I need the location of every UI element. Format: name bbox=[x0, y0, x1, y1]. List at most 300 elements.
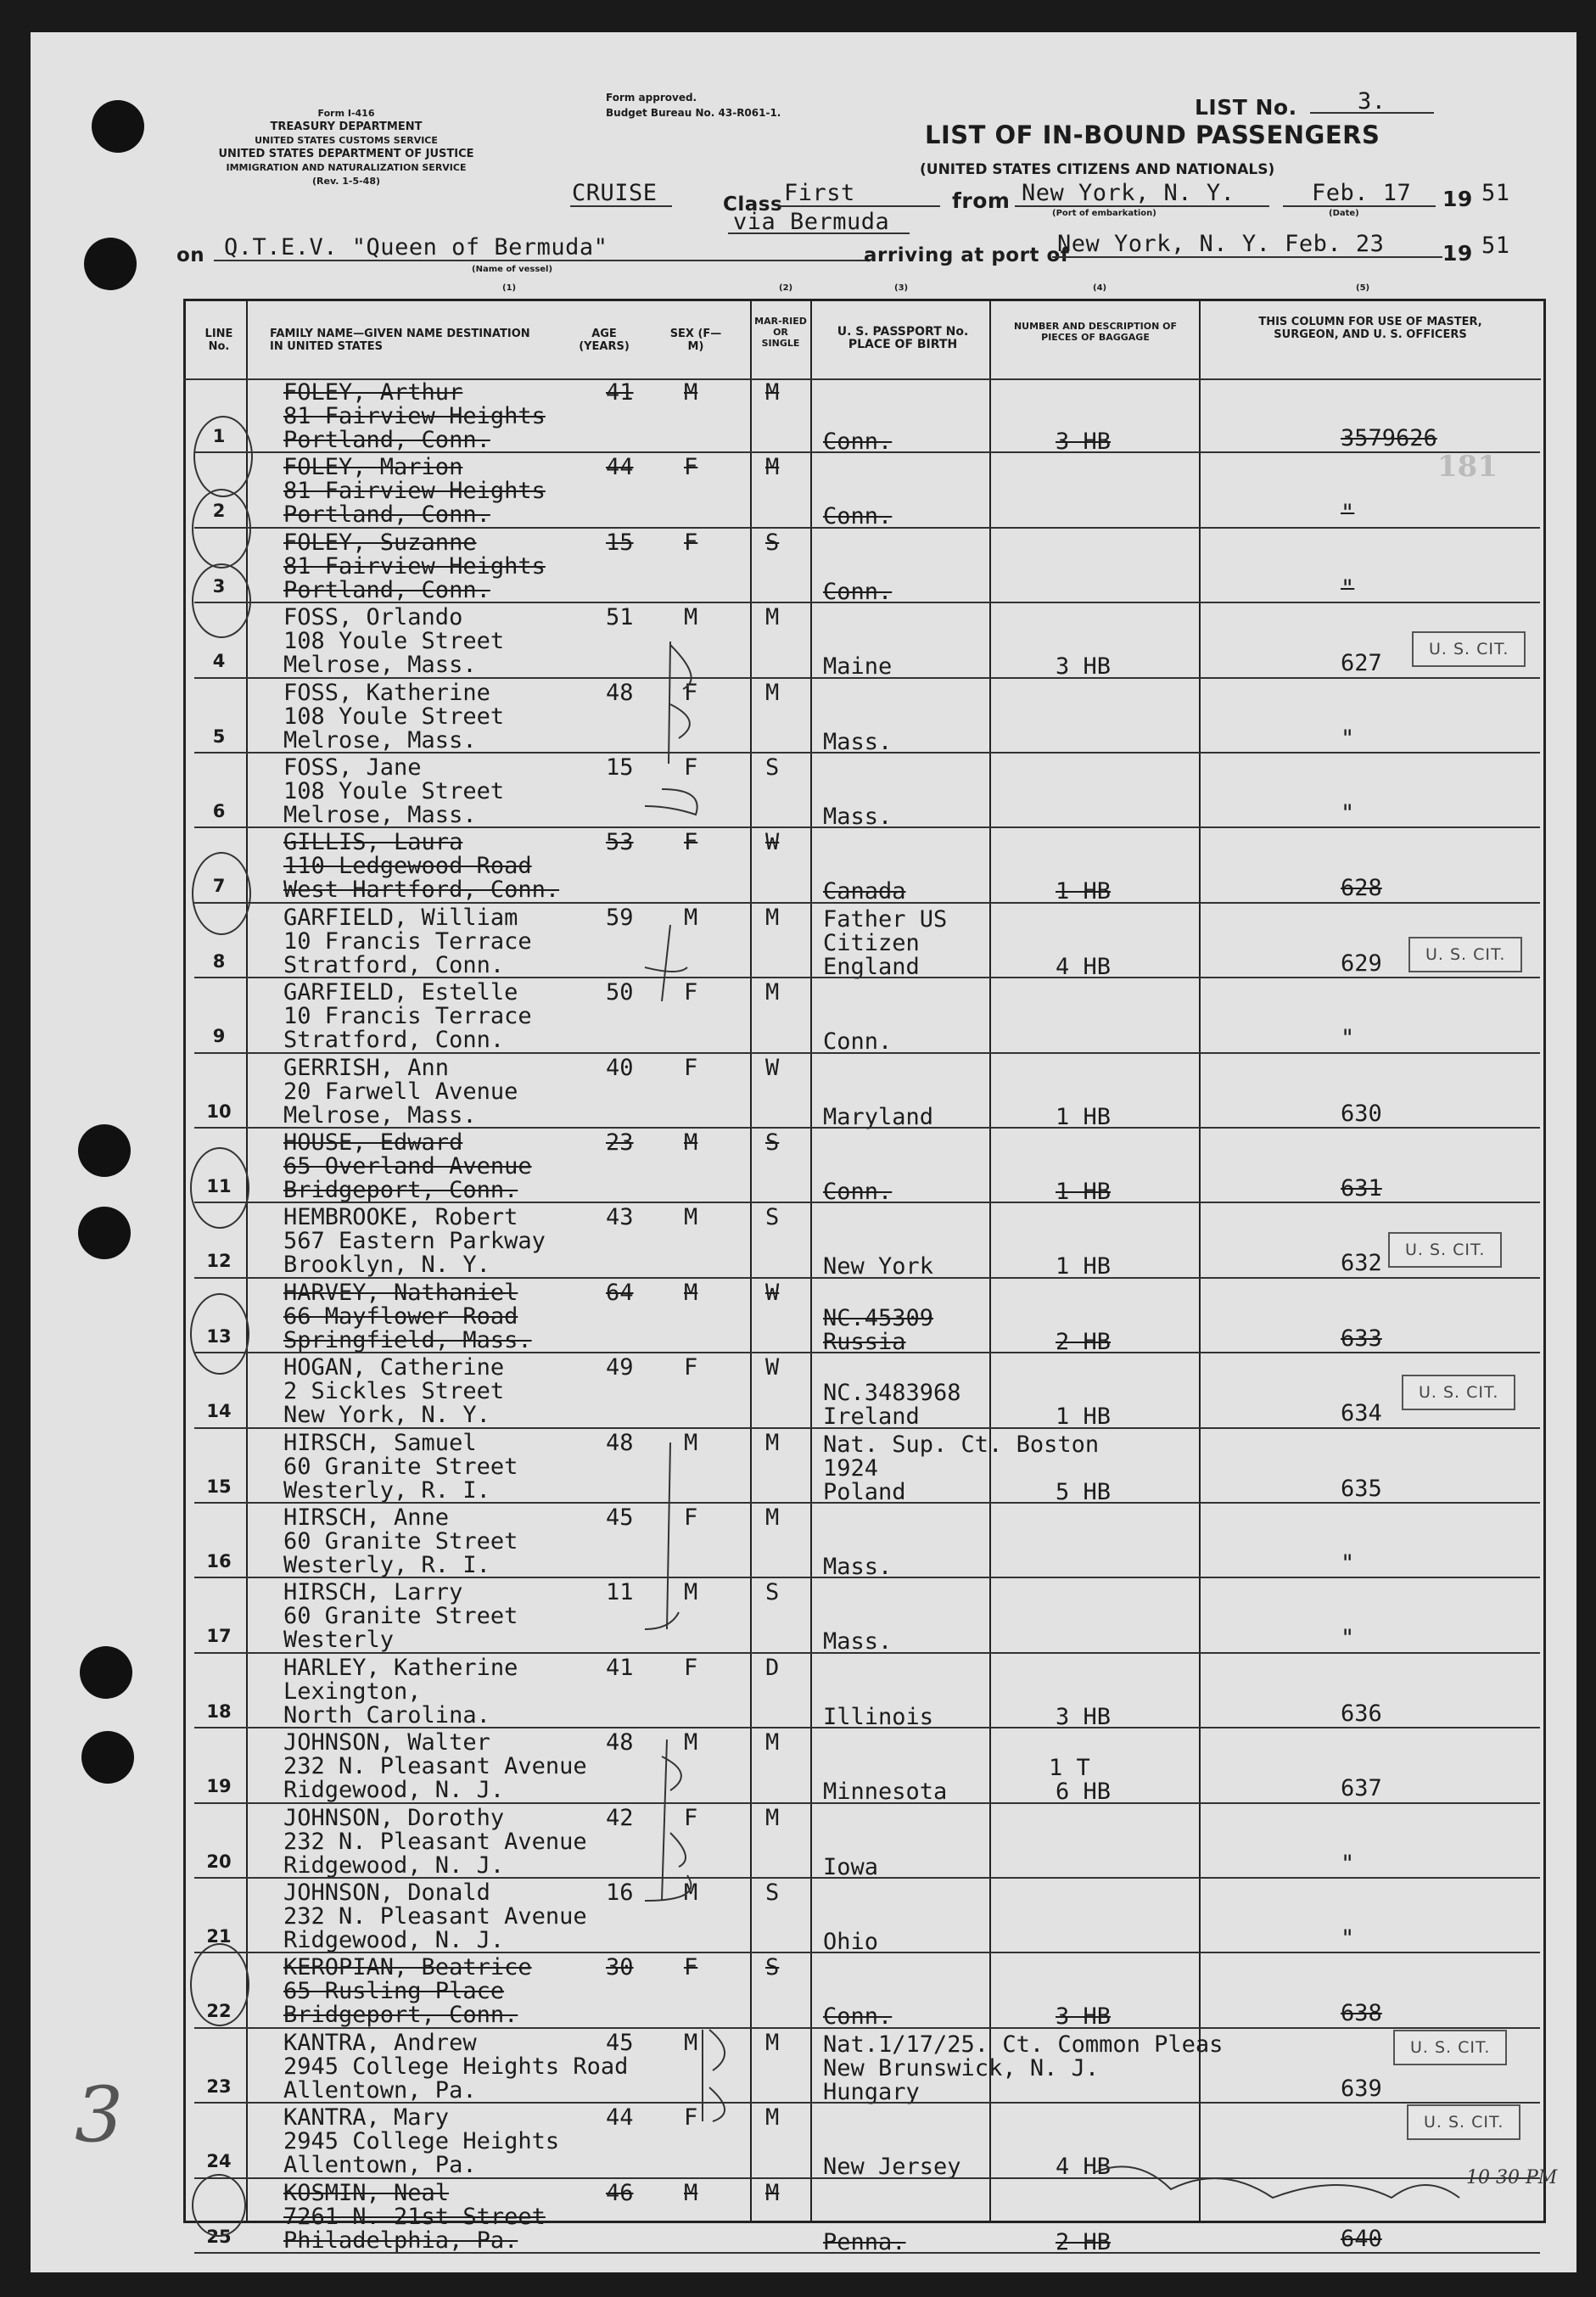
address-city: Portland, Conn. bbox=[283, 576, 490, 603]
form-number: Form I-416 bbox=[317, 108, 375, 119]
us-citizen-stamp: U. S. CIT. bbox=[1388, 1232, 1502, 1268]
place-of-birth: New Jersey bbox=[823, 2154, 961, 2181]
address-street: 2 Sickles Street bbox=[283, 1378, 505, 1405]
marital-status: S bbox=[765, 1579, 780, 1606]
line-number: 11 bbox=[206, 1176, 232, 1196]
col-header-married: MAR-RIED OR SINGLE bbox=[754, 316, 807, 349]
line-number: 12 bbox=[206, 1251, 232, 1272]
passenger-name: HOGAN, Catherine bbox=[283, 1354, 505, 1381]
officer-entry: 627 bbox=[1341, 650, 1382, 677]
marital-status: W bbox=[765, 1354, 780, 1381]
address-city: Allentown, Pa. bbox=[283, 2076, 477, 2104]
agency-customs: UNITED STATES CUSTOMS SERVICE bbox=[255, 135, 438, 146]
place-of-birth: Maine bbox=[823, 653, 893, 681]
agency-justice: UNITED STATES DEPARTMENT OF JUSTICE bbox=[218, 148, 474, 160]
address-street: 20 Farwell Avenue bbox=[283, 1078, 518, 1105]
col-header-age: AGE (YEARS) bbox=[579, 328, 630, 353]
baggage: 3 HB bbox=[1056, 429, 1112, 455]
age: 48 bbox=[606, 679, 634, 706]
passenger-name: FOSS, Orlando bbox=[283, 604, 463, 631]
passenger-name: FOLEY, Suzanne bbox=[283, 529, 477, 556]
passenger-name: HARLEY, Katherine bbox=[283, 1654, 518, 1681]
line-number: 10 bbox=[206, 1101, 232, 1122]
age: 43 bbox=[606, 1204, 634, 1231]
address-street: 10 Francis Terrace bbox=[283, 1003, 532, 1030]
passenger-name: HIRSCH, Samuel bbox=[283, 1429, 477, 1456]
address-city: Springfield, Mass. bbox=[283, 1326, 532, 1353]
passenger-name: JOHNSON, Walter bbox=[283, 1729, 490, 1756]
passenger-name: FOLEY, Arthur bbox=[283, 379, 463, 406]
sex: M bbox=[684, 2029, 698, 2056]
sex: M bbox=[684, 1279, 698, 1306]
officer-entry: 631 bbox=[1341, 1175, 1382, 1202]
address-city: Ridgewood, N. J. bbox=[283, 1927, 505, 1953]
baggage: 1 HB bbox=[1056, 1253, 1112, 1280]
marital-status: M bbox=[765, 979, 780, 1006]
baggage: 1 HB bbox=[1056, 1403, 1112, 1431]
age: 44 bbox=[606, 454, 634, 481]
passport-line2: New Brunswick, N. J. bbox=[823, 2054, 1100, 2081]
address-city: Melrose, Mass. bbox=[283, 726, 477, 754]
line-number: 6 bbox=[212, 801, 226, 821]
sex: F bbox=[684, 454, 698, 481]
us-citizen-stamp: U. S. CIT. bbox=[1402, 1375, 1515, 1410]
marital-status: M bbox=[765, 379, 780, 406]
line-number: 4 bbox=[212, 651, 226, 672]
col-header-name: FAMILY NAME—GIVEN NAME DESTINATION IN UNITED STATES bbox=[270, 328, 530, 353]
sex: M bbox=[684, 1579, 698, 1606]
passenger-name: JOHNSON, Donald bbox=[283, 1880, 490, 1906]
place-of-birth: Penna. bbox=[823, 2228, 906, 2255]
baggage: 1 HB bbox=[1056, 1103, 1112, 1130]
marital-status: M bbox=[765, 1729, 780, 1756]
baggage: 3 HB bbox=[1056, 1703, 1112, 1730]
passport-line2: 1924 bbox=[823, 1454, 879, 1482]
from-label: from bbox=[952, 188, 1011, 213]
address-city: Westerly, R. I. bbox=[283, 1476, 490, 1504]
address-street: 232 N. Pleasant Avenue bbox=[283, 1828, 587, 1855]
baggage: 5 HB bbox=[1056, 1478, 1112, 1505]
marital-status: S bbox=[765, 529, 780, 556]
line-number: 3 bbox=[212, 575, 226, 597]
address-street: 65 Rusling Place bbox=[283, 1978, 505, 2005]
passenger-name: GERRISH, Ann bbox=[283, 1054, 450, 1081]
place-of-birth: Mass. bbox=[823, 804, 893, 830]
baggage: 3 HB bbox=[1056, 653, 1112, 681]
us-citizen-stamp: U. S. CIT. bbox=[1407, 2104, 1520, 2140]
line-number: 2 bbox=[212, 501, 226, 522]
marital-status: S bbox=[765, 1129, 780, 1156]
col-number-4: (4) bbox=[1093, 283, 1107, 293]
col-number-5: (5) bbox=[1356, 283, 1370, 293]
address-street: 60 Granite Street bbox=[283, 1528, 518, 1555]
passenger-name: JOHNSON, Dorothy bbox=[283, 1804, 505, 1831]
address-street: 567 Eastern Parkway bbox=[283, 1228, 546, 1255]
line-number: 5 bbox=[212, 726, 226, 747]
officer-entry: " bbox=[1341, 1625, 1355, 1652]
age: 30 bbox=[606, 1954, 634, 1981]
sex: F bbox=[684, 1354, 698, 1381]
marital-status: W bbox=[765, 1279, 780, 1306]
arrival-year-prefix: 19 bbox=[1442, 241, 1473, 266]
age: 42 bbox=[606, 1804, 634, 1831]
age: 50 bbox=[606, 979, 634, 1006]
place-of-birth: England bbox=[823, 953, 920, 980]
sex: F bbox=[684, 979, 698, 1006]
address-street: 108 Youle Street bbox=[283, 703, 505, 730]
age: 48 bbox=[606, 1429, 634, 1456]
agency-ins: IMMIGRATION AND NATURALIZATION SERVICE bbox=[226, 162, 467, 173]
baggage: 3 HB bbox=[1056, 2003, 1112, 2031]
us-citizen-stamp: U. S. CIT. bbox=[1412, 631, 1526, 667]
address-city: Bridgeport, Conn. bbox=[283, 2002, 518, 2029]
line-number: 9 bbox=[212, 1026, 226, 1047]
passport-line1: Father US bbox=[823, 905, 948, 933]
via-text: via Bermuda bbox=[733, 209, 890, 235]
officer-entry: 628 bbox=[1341, 875, 1382, 902]
sex: F bbox=[684, 1954, 698, 1981]
line-number: 16 bbox=[206, 1551, 232, 1571]
list-label: LIST No. bbox=[1195, 95, 1297, 120]
marital-status: M bbox=[765, 1804, 780, 1831]
port-of-embarkation: New York, N. Y. bbox=[1022, 180, 1235, 206]
line-number: 21 bbox=[206, 1926, 232, 1947]
address-city: Stratford, Conn. bbox=[283, 951, 505, 978]
passenger-name: KEROPIAN, Beatrice bbox=[283, 1954, 532, 1981]
class-value: First bbox=[784, 180, 855, 206]
line-number: 15 bbox=[206, 1476, 232, 1497]
officer-entry: " bbox=[1341, 725, 1355, 752]
baggage: 4 HB bbox=[1056, 953, 1112, 980]
address-street: 232 N. Pleasant Avenue bbox=[283, 1903, 587, 1930]
marital-status: S bbox=[765, 1204, 780, 1231]
marital-status: W bbox=[765, 1054, 780, 1081]
address-street: 2945 College Heights bbox=[283, 2128, 560, 2155]
agency-treasury: TREASURY DEPARTMENT bbox=[270, 120, 423, 133]
passenger-name: GARFIELD, Estelle bbox=[283, 979, 518, 1006]
age: 64 bbox=[606, 1279, 634, 1306]
place-of-birth: Conn. bbox=[823, 429, 893, 455]
passenger-name: KANTRA, Mary bbox=[283, 2104, 450, 2132]
address-street: 108 Youle Street bbox=[283, 628, 505, 655]
cruise-label: CRUISE bbox=[572, 180, 658, 206]
line-number: 18 bbox=[206, 1700, 232, 1722]
address-city: Melrose, Mass. bbox=[283, 802, 477, 828]
age: 46 bbox=[606, 2179, 634, 2206]
place-of-birth: Conn. bbox=[823, 2003, 893, 2031]
sex: M bbox=[684, 1129, 698, 1156]
place-of-birth: New York bbox=[823, 1253, 934, 1280]
officer-entry: 640 bbox=[1341, 2225, 1382, 2252]
col-number-3: (3) bbox=[894, 283, 909, 293]
passenger-name: FOSS, Jane bbox=[283, 754, 422, 781]
passport-line1: Nat.1/17/25. Ct. Common Pleas bbox=[823, 2031, 1224, 2058]
sex: M bbox=[684, 379, 698, 406]
marital-status: M bbox=[765, 2179, 780, 2206]
passenger-name: HIRSCH, Anne bbox=[283, 1504, 450, 1531]
age: 15 bbox=[606, 754, 634, 781]
officer-entry: " bbox=[1341, 1850, 1355, 1877]
place-of-birth: Hungary bbox=[823, 2078, 920, 2105]
sex: M bbox=[684, 904, 698, 931]
sex: M bbox=[684, 1729, 698, 1756]
place-of-birth: Conn. bbox=[823, 1179, 893, 1205]
officer-entry: 636 bbox=[1341, 1700, 1382, 1727]
officer-entry: 637 bbox=[1341, 1775, 1382, 1802]
age: 45 bbox=[606, 2029, 634, 2056]
address-city: Bridgeport, Conn. bbox=[283, 1177, 518, 1203]
vessel-caption: (Name of vessel) bbox=[472, 265, 553, 274]
marital-status: M bbox=[765, 1429, 780, 1456]
baggage: 4 HB bbox=[1056, 2154, 1112, 2181]
sex: F bbox=[684, 1054, 698, 1081]
address-street: 81 Fairview Heights bbox=[283, 403, 546, 429]
place-of-birth: Conn. bbox=[823, 578, 893, 605]
place-of-birth: Minnesota bbox=[823, 1779, 948, 1806]
vessel-name: Q.T.E.V. "Queen of Bermuda" bbox=[224, 234, 608, 261]
age: 51 bbox=[606, 604, 634, 631]
address-street: Lexington, bbox=[283, 1678, 422, 1705]
marital-status: S bbox=[765, 1880, 780, 1906]
place-of-birth: Canada bbox=[823, 878, 906, 905]
line-number: 8 bbox=[212, 950, 226, 972]
place-of-birth: Mass. bbox=[823, 728, 893, 755]
page-number-181: 181 bbox=[1437, 450, 1498, 484]
age: 16 bbox=[606, 1880, 634, 1906]
address-street: 108 Youle Street bbox=[283, 778, 505, 804]
address-city: Westerly, R. I. bbox=[283, 1552, 490, 1578]
place-of-birth: Poland bbox=[823, 1478, 906, 1505]
embark-date: Feb. 17 bbox=[1312, 180, 1412, 206]
line-number: 24 bbox=[206, 2151, 232, 2172]
baggage: 6 HB bbox=[1056, 1779, 1112, 1806]
line-number: 20 bbox=[206, 1851, 232, 1872]
officer-entry: 633 bbox=[1341, 1325, 1382, 1352]
officer-entry: 635 bbox=[1341, 1475, 1382, 1502]
address-street: 2945 College Heights Road bbox=[283, 2053, 629, 2080]
marital-status: M bbox=[765, 904, 780, 931]
place-of-birth: Ohio bbox=[823, 1929, 879, 1955]
address-city: Stratford, Conn. bbox=[283, 1027, 505, 1054]
age: 15 bbox=[606, 529, 634, 556]
us-citizen-stamp: U. S. CIT. bbox=[1393, 2030, 1507, 2065]
sex: M bbox=[684, 1204, 698, 1231]
col-number-1: (1) bbox=[502, 283, 517, 293]
address-street: 232 N. Pleasant Avenue bbox=[283, 1753, 587, 1780]
date-caption: (Date) bbox=[1329, 209, 1359, 218]
address-city: New York, N. Y. bbox=[283, 1402, 490, 1429]
page-subtitle: (UNITED STATES CITIZENS AND NATIONALS) bbox=[920, 161, 1275, 178]
marital-status: M bbox=[765, 2104, 780, 2132]
passenger-name: FOSS, Katherine bbox=[283, 679, 490, 706]
margin-number-3: 3 bbox=[75, 2070, 124, 2160]
col-header-passport: U. S. PASSPORT No. PLACE OF BIRTH bbox=[837, 325, 969, 351]
age: 49 bbox=[606, 1354, 634, 1381]
sex: F bbox=[684, 829, 698, 856]
col-header-officers: THIS COLUMN FOR USE OF MASTER, SURGEON, AND U. S. OFFICERS bbox=[1258, 316, 1482, 341]
passenger-name: GARFIELD, William bbox=[283, 904, 518, 931]
age: 53 bbox=[606, 829, 634, 856]
place-of-birth: Illinois bbox=[823, 1703, 934, 1730]
age: 48 bbox=[606, 1729, 634, 1756]
us-citizen-stamp: U. S. CIT. bbox=[1408, 937, 1522, 972]
marital-status: M bbox=[765, 454, 780, 481]
passport-line2: NC.45309 bbox=[823, 1304, 934, 1331]
baggage: 1 HB bbox=[1056, 1179, 1112, 1205]
baggage: 2 HB bbox=[1056, 1328, 1112, 1355]
port-of-arrival: New York, N. Y. Feb. 23 bbox=[1057, 231, 1385, 257]
address-city: North Carolina. bbox=[283, 1701, 490, 1728]
officer-entry: " bbox=[1341, 1550, 1355, 1577]
age: 44 bbox=[606, 2104, 634, 2132]
class-label: Class bbox=[723, 193, 783, 216]
sex: F bbox=[684, 529, 698, 556]
address-street: 60 Granite Street bbox=[283, 1453, 518, 1480]
baggage: 2 HB bbox=[1056, 2228, 1112, 2255]
place-of-birth: Conn. bbox=[823, 503, 893, 530]
address-street: 60 Granite Street bbox=[283, 1603, 518, 1630]
baggage-line1: 1 T bbox=[1049, 1755, 1090, 1782]
address-street: 81 Fairview Heights bbox=[283, 478, 546, 505]
col-header-baggage: NUMBER AND DESCRIPTION OF PIECES OF BAGGAGE bbox=[1013, 321, 1178, 343]
officer-entry: " bbox=[1341, 1025, 1355, 1052]
address-city: Ridgewood, N. J. bbox=[283, 1777, 505, 1804]
address-city: Melrose, Mass. bbox=[283, 652, 477, 679]
age: 41 bbox=[606, 379, 634, 406]
address-street: 81 Fairview Heights bbox=[283, 552, 546, 580]
col-header-sex: SEX (F—M) bbox=[669, 328, 722, 353]
place-of-birth: Ireland bbox=[823, 1403, 920, 1431]
address-street: 10 Francis Terrace bbox=[283, 927, 532, 955]
officer-entry: 630 bbox=[1341, 1100, 1382, 1127]
col-header-line: LINE No. bbox=[204, 328, 233, 353]
age: 45 bbox=[606, 1504, 634, 1531]
approval-line2: Budget Bureau No. 43-R061-1. bbox=[606, 107, 781, 119]
sex: F bbox=[684, 1504, 698, 1531]
address-street: 65 Overland Avenue bbox=[283, 1153, 532, 1179]
place-of-birth: Iowa bbox=[823, 1853, 879, 1880]
line-number: 25 bbox=[206, 2226, 232, 2247]
passenger-name: HIRSCH, Larry bbox=[283, 1579, 463, 1606]
form-revision: (Rev. 1-5-48) bbox=[311, 176, 380, 187]
address-city: Ridgewood, N. J. bbox=[283, 1852, 505, 1879]
marital-status: S bbox=[765, 754, 780, 781]
sex: M bbox=[684, 2179, 698, 2206]
address-city: Melrose, Mass. bbox=[283, 1101, 477, 1129]
passenger-name: KOSMIN, Neal bbox=[283, 2179, 450, 2206]
address-city: West Hartford, Conn. bbox=[283, 877, 560, 904]
arriving-label: arriving at port of bbox=[864, 244, 1070, 266]
sex: F bbox=[684, 2104, 698, 2132]
age: 11 bbox=[606, 1579, 634, 1606]
marital-status: M bbox=[765, 679, 780, 706]
address-city: Philadelphia, Pa. bbox=[283, 2227, 518, 2254]
line-number: 13 bbox=[206, 1325, 232, 1347]
passenger-name: HARVEY, Nathaniel bbox=[283, 1279, 518, 1306]
line-number: 7 bbox=[212, 876, 226, 897]
passenger-name: FOLEY, Marion bbox=[283, 454, 463, 481]
line-number: 19 bbox=[206, 1776, 232, 1797]
place-of-birth: Conn. bbox=[823, 1028, 893, 1056]
passenger-name: HOUSE, Edward bbox=[283, 1129, 463, 1156]
officer-entry: " bbox=[1341, 500, 1355, 527]
passenger-name: KANTRA, Andrew bbox=[283, 2029, 477, 2056]
embark-caption: (Port of embarkation) bbox=[1052, 209, 1156, 218]
sex: F bbox=[684, 679, 698, 706]
marital-status: M bbox=[765, 1504, 780, 1531]
officer-entry: 629 bbox=[1341, 950, 1382, 977]
age: 59 bbox=[606, 904, 634, 931]
marital-status: M bbox=[765, 604, 780, 631]
officer-entry: 632 bbox=[1341, 1250, 1382, 1277]
sex: M bbox=[684, 1880, 698, 1906]
address-city: Portland, Conn. bbox=[283, 427, 490, 453]
address-city: Portland, Conn. bbox=[283, 501, 490, 529]
address-city: Brooklyn, N. Y. bbox=[283, 1252, 490, 1279]
address-city: Allentown, Pa. bbox=[283, 2152, 477, 2179]
address-street: 7261 N. 21st Street bbox=[283, 2203, 546, 2230]
line-number: 1 bbox=[212, 426, 226, 446]
on-label: on bbox=[176, 244, 205, 266]
passport-line2: Citizen bbox=[823, 929, 920, 956]
passport-line1: Nat. Sup. Ct. Boston bbox=[823, 1431, 1100, 1458]
sex: F bbox=[684, 754, 698, 781]
sex: M bbox=[684, 1429, 698, 1456]
officer-entry: " bbox=[1341, 1925, 1355, 1952]
address-street: 66 Mayflower Road bbox=[283, 1303, 518, 1330]
officer-entry: " bbox=[1341, 800, 1355, 826]
age: 23 bbox=[606, 1129, 634, 1156]
baggage: 1 HB bbox=[1056, 878, 1112, 905]
list-number: 3. bbox=[1358, 88, 1386, 115]
sex: F bbox=[684, 1654, 698, 1681]
age: 41 bbox=[606, 1654, 634, 1681]
officer-entry: " bbox=[1341, 574, 1355, 602]
approval-line1: Form approved. bbox=[606, 92, 697, 104]
arrival-year: 51 bbox=[1481, 233, 1510, 259]
marital-status: M bbox=[765, 2029, 780, 2056]
passport-line2: NC.3483968 bbox=[823, 1380, 961, 1407]
marital-status: W bbox=[765, 829, 780, 856]
line-number: 22 bbox=[206, 2001, 232, 2022]
col-number-2: (2) bbox=[779, 283, 793, 293]
address-street: 110 Ledgewood Road bbox=[283, 853, 532, 880]
line-number: 23 bbox=[206, 2076, 232, 2097]
line-number: 14 bbox=[206, 1401, 232, 1422]
officer-entry: 638 bbox=[1341, 2000, 1382, 2027]
embark-year: 51 bbox=[1481, 180, 1510, 206]
sex: F bbox=[684, 1804, 698, 1831]
marital-status: S bbox=[765, 1954, 780, 1981]
place-of-birth: Mass. bbox=[823, 1628, 893, 1656]
place-of-birth: Mass. bbox=[823, 1554, 893, 1580]
sex: M bbox=[684, 604, 698, 631]
place-of-birth: Russia bbox=[823, 1328, 906, 1355]
officer-entry: 639 bbox=[1341, 2075, 1382, 2102]
passenger-name: GILLIS, Laura bbox=[283, 829, 463, 856]
officer-entry: 634 bbox=[1341, 1400, 1382, 1427]
page-title: LIST OF IN-BOUND PASSENGERS bbox=[925, 120, 1380, 149]
signature-note: 10 30 PM bbox=[1466, 2167, 1558, 2188]
officer-entry: 3579626 bbox=[1341, 425, 1437, 451]
passenger-name: HEMBROOKE, Robert bbox=[283, 1204, 518, 1231]
marital-status: D bbox=[765, 1654, 780, 1681]
age: 40 bbox=[606, 1054, 634, 1081]
line-number: 17 bbox=[206, 1626, 232, 1647]
year-prefix: 19 bbox=[1442, 187, 1473, 211]
address-city: Westerly bbox=[283, 1627, 395, 1654]
place-of-birth: Maryland bbox=[823, 1103, 934, 1130]
